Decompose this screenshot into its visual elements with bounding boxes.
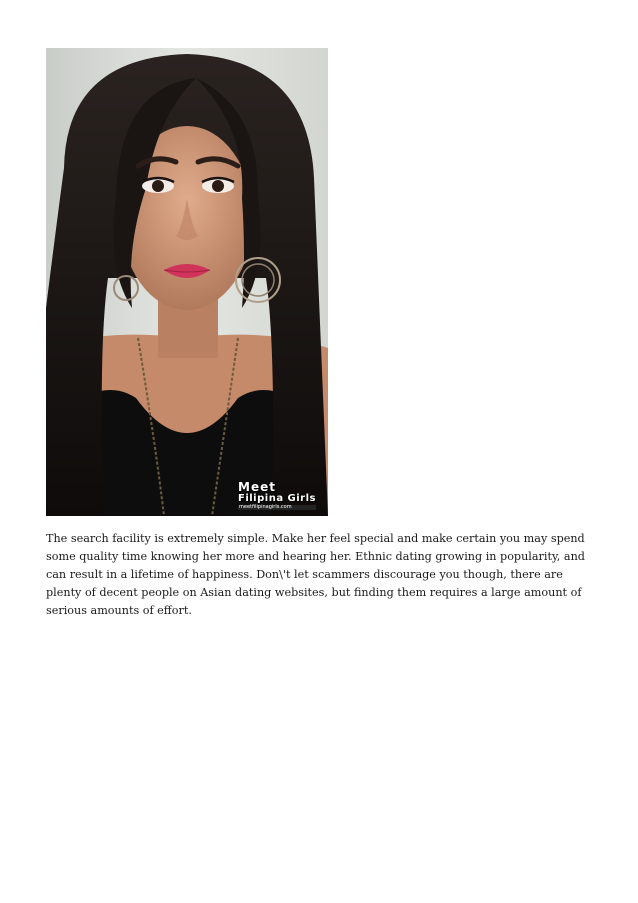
watermark-logo bbox=[238, 481, 316, 510]
watermark-url: meetfilipinagirls.com bbox=[238, 505, 316, 510]
watermark-title: Meet bbox=[238, 480, 276, 494]
portrait-photo bbox=[46, 48, 328, 516]
body-paragraph: The search facility is extremely simple. Make her feel special and make certain you may spend some quality time knowing her more and hearing her. Ethnic dating growing in popularity, and can result in a lifetime of happiness. Don\'t let scammers discourage you though, there are plenty of decent people on Asian dating websites, but finding them requires a large amount of serious amounts of effort. bbox=[46, 532, 585, 617]
portrait-illustration bbox=[46, 48, 328, 516]
watermark-subtitle: Filipina Girls bbox=[238, 493, 316, 504]
